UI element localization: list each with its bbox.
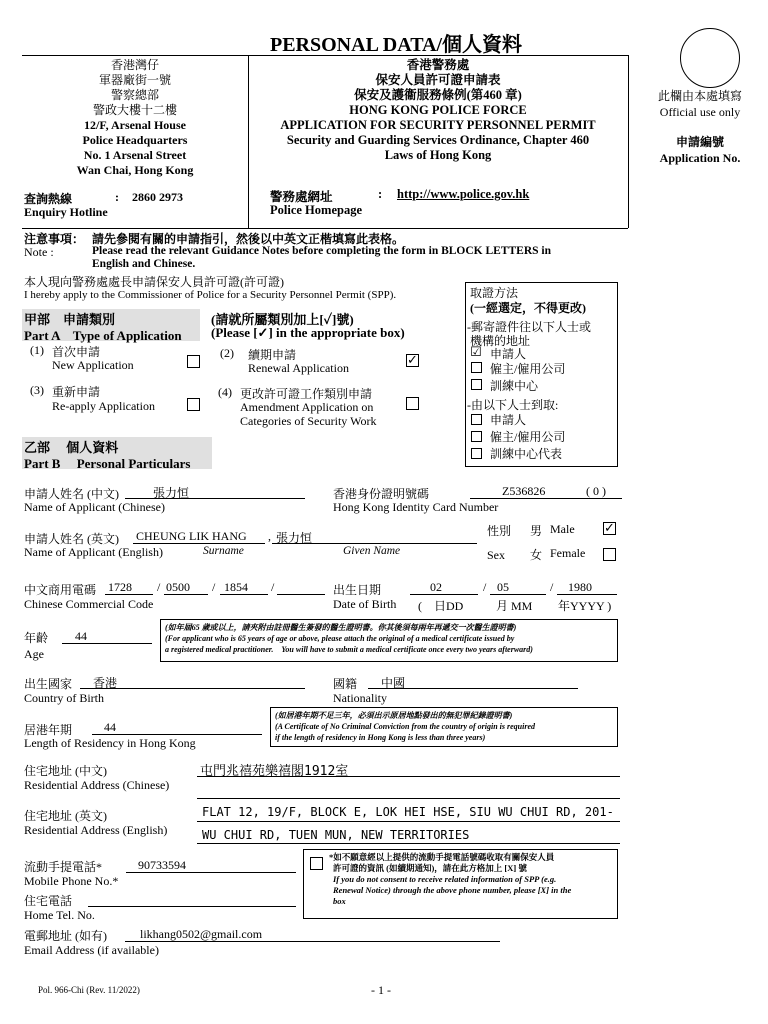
- notice-text-zh: 請先參閱有關的申請指引，然後以中英文正楷填寫此表格。: [92, 232, 405, 246]
- option-new-en: New Application: [52, 358, 134, 372]
- home-tel-label: 住宅電話: [24, 894, 73, 908]
- dob-day-value[interactable]: 02: [430, 580, 442, 594]
- collection-option-label: 訓練中心代表: [490, 447, 563, 461]
- header-divider-right: [628, 55, 629, 228]
- male-label-zh: 男: [530, 524, 543, 538]
- name-comma: ,: [268, 529, 271, 543]
- homepage-label-zh: 警務處網址: [270, 190, 333, 204]
- dob-year-underline: [557, 594, 617, 595]
- addr-en-label-en: Residential Address (English): [24, 823, 168, 837]
- dob-day-underline: [410, 594, 478, 595]
- ccc-value-1[interactable]: 1728: [108, 580, 132, 594]
- surname-value[interactable]: CHEUNG LIK HANG: [136, 529, 247, 543]
- addr-zh-underline-2: [197, 798, 620, 799]
- option-number: (1): [30, 343, 44, 357]
- addr-en-underline: [197, 821, 620, 822]
- home-tel-underline: [88, 906, 296, 907]
- residency-note: (如居港年期不足三年，必須出示原居地點發出的無犯罪紀錄證明書) (A Certificate of No Criminal Conviction from the country of origin is required if the length of residency in Hong Kong is less than three years): [270, 707, 618, 747]
- option-number: (2): [220, 346, 234, 360]
- female-label-en: Female: [550, 546, 586, 560]
- part-a-instruction-zh: (請就所屬類別加上[✓]號): [211, 312, 354, 327]
- email-label: 電郵地址 (如有): [24, 929, 107, 943]
- part-a-instruction-en: (Please [✓] in the appropriate box): [211, 325, 405, 340]
- addr-zh-underline: [197, 776, 620, 777]
- collection-option-label: 僱主/僱用公司: [490, 362, 566, 376]
- mobile-value[interactable]: 90733594: [138, 858, 186, 872]
- collection-option-label: 訓練中心: [490, 379, 539, 393]
- addr-en-label: 住宅地址 (英文): [24, 809, 107, 823]
- hkid-underline: [470, 498, 622, 499]
- collection-pickup-employer-checkbox[interactable]: [471, 431, 482, 442]
- dob-label: 出生日期: [333, 583, 382, 597]
- addr-zh-label: 住宅地址 (中文): [24, 764, 107, 778]
- given-name-caption: Given Name: [343, 545, 401, 557]
- mobile-label-en: Mobile Phone No.*: [24, 874, 119, 888]
- option-number: (4): [218, 385, 232, 399]
- mobile-underline: [126, 872, 296, 873]
- page-title: PERSONAL DATA/個人資料: [270, 34, 523, 56]
- surname-underline: [133, 543, 265, 544]
- nationality-underline: [368, 688, 578, 689]
- enquiry-label-zh: 查詢熱線: [24, 192, 73, 206]
- hq-address: 香港灣仔 軍器廠街一號 警察總部 警政大樓十二樓 12/F, Arsenal House Police Headquarters No. 1 Arsenal Street Wan Chai, Hong Kong: [76, 58, 194, 177]
- ccc-label: 中文商用電碼: [24, 583, 97, 597]
- part-b-heading-zh: 乙部 個人資料: [24, 440, 119, 455]
- option-reapply-en: Re-apply Application: [52, 399, 155, 413]
- hkid-label-en: Hong Kong Identity Card Number: [333, 500, 499, 514]
- ccc-label-en: Chinese Commercial Code: [24, 597, 154, 611]
- apply-statement-zh: 本人現向警務處處長申請保安人員許可證(許可證): [24, 275, 284, 289]
- option-renewal-zh: 續期申請: [248, 348, 297, 362]
- email-underline: [125, 941, 500, 942]
- new-application-checkbox[interactable]: [187, 355, 200, 368]
- birth-country-underline: [80, 688, 305, 689]
- age-underline: [62, 643, 152, 644]
- collection-mail-line2: 機構的地址: [470, 334, 531, 348]
- age-value[interactable]: 44: [75, 629, 87, 643]
- hkid-value[interactable]: Z536826: [502, 484, 546, 498]
- collection-option-label: 申請人: [490, 347, 527, 361]
- age-label: 年齡: [24, 631, 49, 645]
- option-number: (3): [30, 383, 44, 397]
- birth-country-label: 出生國家: [24, 677, 73, 691]
- notice-label-zh: 注意事項：: [24, 232, 85, 246]
- ccc-separator: /: [212, 580, 216, 594]
- sms-opt-out-checkbox[interactable]: [310, 857, 323, 870]
- name-en-label-en: Name of Applicant (English): [24, 545, 163, 559]
- residency-label-en: Length of Residency in Hong Kong: [24, 736, 196, 750]
- official-use-box: 此欄由本處填寫 Official use only 申請編號 Application No.: [657, 89, 742, 165]
- addr-en-underline-2: [197, 843, 620, 844]
- ccc-separator: /: [271, 580, 275, 594]
- name-zh-label: 申請人姓名 (中文): [24, 487, 119, 501]
- sex-label-en: Sex: [487, 548, 505, 562]
- option-amendment-en: Amendment Application on: [240, 400, 374, 414]
- name-en-label: 申請人姓名 (英文): [24, 532, 119, 546]
- ccc-underline: [164, 594, 208, 595]
- part-a-heading-zh: 甲部 申請類別: [24, 312, 116, 327]
- addr-en-line2[interactable]: WU CHUI RD, TUEN MUN, NEW TERRITORIES: [202, 828, 470, 842]
- age-label-en: Age: [24, 647, 44, 661]
- part-b-heading-en: Part B Personal Particulars: [24, 456, 191, 471]
- homepage-colon: :: [378, 187, 383, 201]
- dob-label-en: Date of Birth: [333, 597, 397, 611]
- renewal-check-mark: ✓: [407, 352, 418, 367]
- option-amendment-en-2: Categories of Security Work: [240, 414, 377, 428]
- header-top-border: [22, 55, 628, 56]
- residency-label: 居港年期: [24, 723, 73, 737]
- ccc-separator: /: [157, 580, 161, 594]
- collection-option-label: 僱主/僱用公司: [490, 430, 566, 444]
- form-header: 香港警務處 保安人員許可證申請表 保安及護衞服務條例(第460 章) HONG KONG POLICE FORCE APPLICATION FOR SECURITY PERSONNEL PERMIT Security and Guarding Services Ordinance, Chapter 460 Laws of Hong Kong: [280, 58, 596, 162]
- collection-option-label: 申請人: [490, 413, 527, 427]
- collection-mail-line1: -郵寄證件往以下人士或: [467, 320, 591, 334]
- dob-year-caption: 年YYYY ): [558, 599, 612, 613]
- collection-pickup-label: -由以下人士到取:: [467, 398, 559, 412]
- given-name-underline: [272, 543, 477, 544]
- ccc-underline: [277, 594, 325, 595]
- dob-month-value[interactable]: 05: [497, 580, 509, 594]
- ccc-value-3[interactable]: 1854: [224, 580, 248, 594]
- ccc-underline: [105, 594, 153, 595]
- ccc-value-2[interactable]: 0500: [166, 580, 190, 594]
- dob-year-value[interactable]: 1980: [568, 580, 592, 594]
- option-amendment-zh: 更改許可證工作類別申請: [240, 387, 373, 401]
- name-zh-label-en: Name of Applicant (Chinese): [24, 500, 165, 514]
- residency-underline: [92, 734, 262, 735]
- option-renewal-en: Renewal Application: [248, 361, 349, 375]
- dob-month-caption: 月 MM: [496, 599, 533, 613]
- form-code: Pol. 966-Chi (Rev. 11/2022): [38, 985, 140, 995]
- nationality-label: 國籍: [333, 677, 358, 691]
- collection-mail-employer-checkbox[interactable]: [471, 362, 482, 373]
- female-checkbox[interactable]: [603, 548, 616, 561]
- home-tel-label-en: Home Tel. No.: [24, 908, 95, 922]
- birth-country-label-en: Country of Birth: [24, 691, 104, 705]
- ccc-underline: [220, 594, 268, 595]
- male-check-mark: ✓: [604, 520, 615, 535]
- homepage-link[interactable]: http://www.police.gov.hk: [397, 187, 530, 201]
- female-label-zh: 女: [530, 548, 543, 562]
- addr-zh-label-en: Residential Address (Chinese): [24, 778, 170, 792]
- page-number: - 1 -: [371, 983, 391, 997]
- enquiry-colon: :: [115, 190, 119, 204]
- email-value[interactable]: likhang0502@gmail.com: [140, 927, 263, 941]
- email-label-en: Email Address (if available): [24, 943, 159, 957]
- collection-mail-applicant-checkbox[interactable]: ☑: [470, 344, 482, 359]
- collection-pickup-training-checkbox[interactable]: [471, 448, 482, 459]
- hkid-label: 香港身份證明號碼: [333, 487, 430, 501]
- header-bottom-border: [22, 228, 628, 229]
- collection-pickup-applicant-checkbox[interactable]: [471, 414, 482, 425]
- notice-label-en: Note :: [24, 245, 54, 259]
- nationality-value[interactable]: 中國: [381, 676, 406, 690]
- given-name-value[interactable]: 張力恒: [276, 531, 313, 545]
- name-zh-underline: [125, 498, 305, 499]
- male-label-en: Male: [550, 522, 575, 536]
- notice-text-en-1: Please read the relevant Guidance Notes before completing the form in BLOCK LETTERS in: [92, 245, 552, 257]
- addr-zh-value[interactable]: 屯門兆禧苑樂禧閣1912室: [200, 764, 349, 779]
- collection-subtitle: (一經選定，不得更改): [470, 301, 586, 315]
- dob-separator: /: [483, 580, 487, 594]
- dob-month-underline: [490, 594, 546, 595]
- name-zh-value[interactable]: 張力恒: [153, 486, 190, 500]
- sex-label: 性別: [487, 524, 512, 538]
- enquiry-label-en: Enquiry Hotline: [24, 205, 108, 219]
- collection-mail-training-checkbox[interactable]: [471, 379, 482, 390]
- amendment-application-checkbox[interactable]: [406, 397, 419, 410]
- nationality-label-en: Nationality: [333, 691, 387, 705]
- photo-stamp-circle: [680, 28, 740, 88]
- sms-consent-text: *如不願意經以上提供的流動手提電話號碼收取有關保安人員 許可證的資訊 (如續期通知)，請在此方格加上 [X] 號 If you do not consent to receive related information of SPP (e.g. Renewal Notice) through the above phone number, please [X] in the box: [329, 852, 572, 906]
- addr-en-line1[interactable]: FLAT 12, 19/F, BLOCK E, LOK HEI HSE, SIU WU CHUI RD, 201-: [202, 805, 614, 819]
- notice-text-en-2: English and Chinese.: [92, 258, 196, 270]
- mobile-label: 流動手提電話*: [24, 860, 103, 874]
- apply-statement-en: I hereby apply to the Commissioner of Police for a Security Personnel Permit (SPP).: [24, 289, 397, 301]
- enquiry-hotline: 2860 2973: [132, 190, 183, 204]
- dob-day-caption: ( 日DD: [418, 599, 464, 613]
- surname-caption: Surname: [203, 545, 244, 557]
- residency-value[interactable]: 44: [104, 720, 116, 734]
- hkid-check-digit[interactable]: ( 0 ): [586, 484, 606, 498]
- option-reapply-zh: 重新申請: [52, 385, 101, 399]
- homepage-label-en: Police Homepage: [270, 203, 362, 217]
- reapply-application-checkbox[interactable]: [187, 398, 200, 411]
- collection-title: 取證方法: [470, 286, 519, 300]
- option-new-zh: 首次申請: [52, 345, 101, 359]
- birth-country-value[interactable]: 香港: [93, 676, 118, 690]
- age-medical-note: (如年屆65 歲或以上，請夾附由註冊醫生簽發的醫生證明書。你其後須每兩年再遞交一次醫生證明書) (For applicant who is 65 years of age or above, please attach the original of a medical certificate issued by a registered medical practitioner. You will have to submit a medical certificate once every two years afterward): [160, 619, 618, 662]
- part-a-heading-en: Part A Type of Application: [24, 328, 182, 343]
- dob-separator: /: [550, 580, 554, 594]
